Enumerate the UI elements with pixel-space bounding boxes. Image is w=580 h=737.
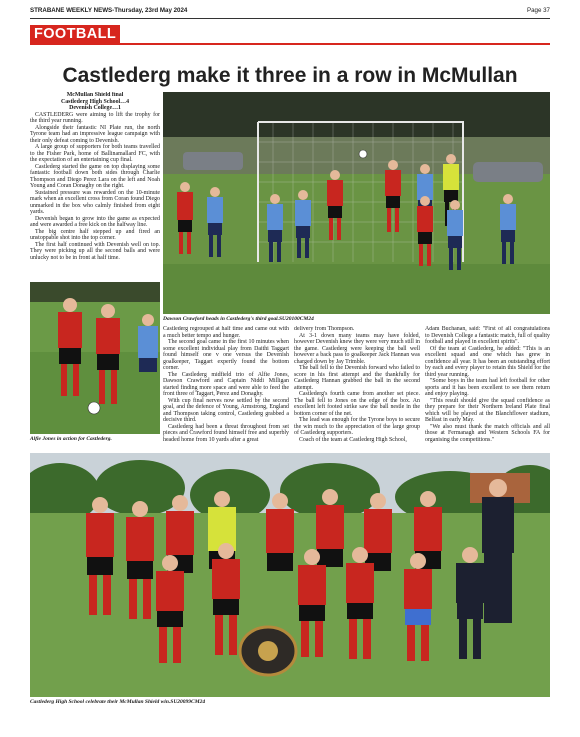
paragraph: Sustained pressure was rewarded on the 10-minute mark when an excellent cross from Coran found Diego unmarked in the box who calmly finished from eight yards. xyxy=(30,189,160,215)
team-celebration-photo xyxy=(30,453,550,697)
paragraph: Castlederg had been a threat throughout from set pieces and Crawford found himself free and superbly headed home from 10 yards after a great xyxy=(163,423,289,443)
article-column-1 xyxy=(30,92,160,275)
paragraph: Devenish began to grow into the game as expected and were awarded a free kick on the halfway line. xyxy=(30,215,160,228)
paragraph: Castlederg started the game on top displaying some fantastic football down both sides through Charlie Thompson and Diego Perez Lara on the left and Noah Young and Coran Donaghy on the right. xyxy=(30,163,160,189)
caption-alfie-jones: Alfie Jones in action for Castlederg. xyxy=(30,436,112,442)
paragraph: A large group of supporters for both teams travelled to the Fisher Park, home of Ballinamallard FC, with the expectation of an entertaining cup final. xyxy=(30,144,160,163)
paragraph: CASTLEDERG were aiming to lift the trophy for the third year running. xyxy=(30,111,160,124)
article-column-3 xyxy=(294,326,420,448)
result-line: McMullan Shield final xyxy=(66,92,124,98)
section-label: FOOTBALL xyxy=(30,25,120,43)
paragraph: Alongside their fantastic NI Plate run, the north Tyrone team had an impressive league campaign with their only defeat coming to Devenish. xyxy=(30,124,160,144)
paragraph: At 3-1 down many teams may have folded, however Devenish knew they were very much still in the game. Castlederg were keeping the ball well however a back pass to goalkeeper Jack Hannan was charged down by Jay Trimble. xyxy=(294,332,420,365)
result-line: Devenish College…1 xyxy=(69,105,121,111)
page-number: Page 37 xyxy=(526,7,550,14)
paragraph: Castlederg's fourth came from another set piece. The ball fell to Jones on the edge of the box. An excellent left footed strike saw the ball nestle in the bottom corner of the net. xyxy=(294,391,420,417)
paragraph: Coach of the team at Castlederg High School, xyxy=(299,436,407,443)
paragraph: Castlederg regrouped at half time and came out with a much better tempo and hunger. xyxy=(163,326,289,339)
paragraph: The first half continued with Devenish well on top. They were picking up all the second balls and were unlucky not to be in front at half time. xyxy=(30,241,160,261)
paragraph: Adam Buchanan, said: "First of all congratulations to Devenish College a fantastic match, full of quality football and played in excellent spirits". xyxy=(425,326,550,345)
publication-dateline: STRABANE WEEKLY NEWS-Thursday, 23rd May 2024 xyxy=(30,7,188,14)
paragraph: The ball fell to the Devenish forward who failed to score in his first attempt and the thankfully for Castlederg Hannan grabbed the ball in the second attempt. xyxy=(294,365,420,391)
headline: Castlederg make it three in a row in McMullan xyxy=(62,64,518,87)
paragraph: "This result should give the squad confidence as they prepare for their Northern Ireland Plate final which will be played at the Blanchflower stadium, Belfast in early May. xyxy=(425,397,550,423)
caption-goal-photo: Dawson Crawford heads in Castlederg's third goal.SU20100CM24 xyxy=(163,316,314,322)
article-column-2 xyxy=(163,326,289,448)
paragraph: "We also must thank the match officials and all those at Fermanagh and Western Schools FA for organising the competitions." xyxy=(425,423,550,443)
page-header xyxy=(30,6,550,18)
shield-trophy xyxy=(240,627,296,675)
paragraph: "Some boys in the team had left football for other sports and it has been excellent to see them return and enjoy playing. xyxy=(425,378,550,397)
paragraph: With cup final nerves now settled by the second goal, and the defence of Young, Armstrong, England and Thompson taking control, Castlederg grabbed a decisive third. xyxy=(163,397,289,423)
article-column-4 xyxy=(425,326,550,448)
paragraph: The big centre half stepped up and fired an unstoppable shot into the top corner. xyxy=(30,228,160,241)
paragraph: The lead was enough for the Tyrone boys to secure the win much to the appreciation of the large group of Castlederg supporters. xyxy=(294,417,420,436)
match-photo-goal xyxy=(163,92,550,314)
match-photo-alfie-jones xyxy=(30,282,160,434)
paragraph: The second goal came in the first 10 minutes when some excellent individual play from Daithi Taggart found himself one v one versus the Devenish goalkeeper, Taggart expertly found the bottom corner. xyxy=(163,339,289,371)
section-rule xyxy=(30,43,550,45)
header-rule xyxy=(30,18,550,19)
paragraph: The Castlederg midfield trio of Alfie Jones, Dawson Crawford and Captain Niddi Milligan started finding more space and were able to feed the front three of Taggart, Perez and Donaghy. xyxy=(163,371,289,397)
caption-team-photo: Castlederg High School celebrate their McMullan Shield win.SU20099CM24 xyxy=(30,699,206,705)
result-line: Castlederg High School…4 xyxy=(60,98,130,105)
paragraph: delivery from Thompson. xyxy=(294,326,355,332)
paragraph: Of the team at Castlederg, he added: "This is an excellent squad and one which has grew in confidence all year. It has been an outstanding effort by each and every player to retain this Shield for the third year running. xyxy=(425,345,550,378)
